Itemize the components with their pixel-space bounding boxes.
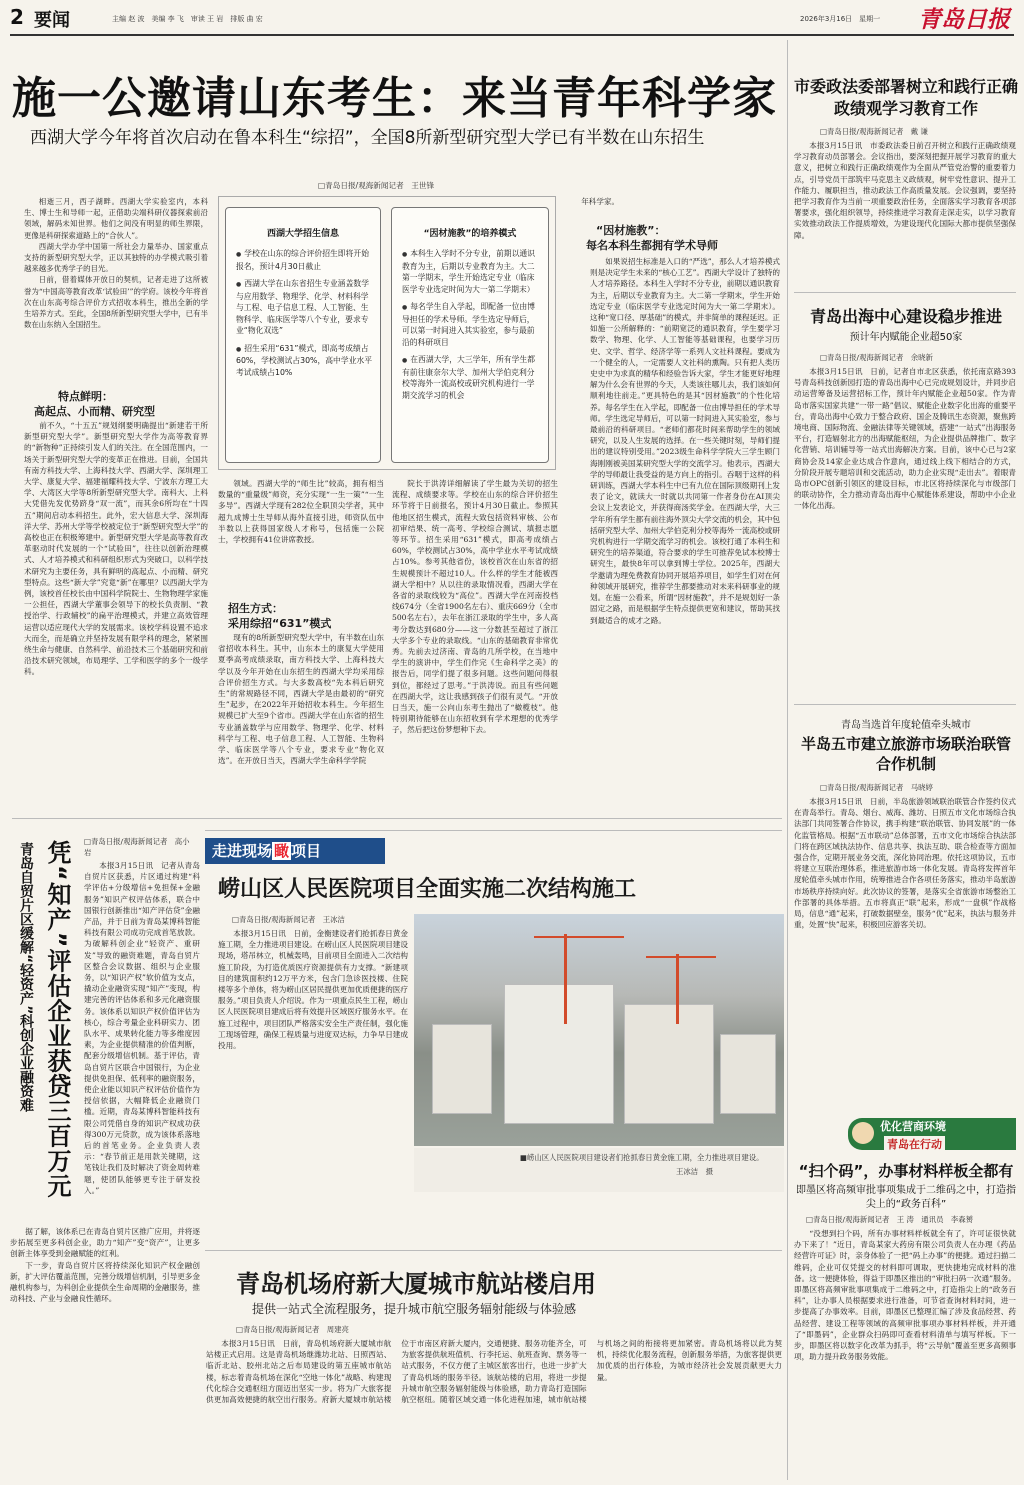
r3-headline: 半岛五市建立旅游市场联治联管合作机制 [800,735,1011,773]
lead-headline: 施一公邀请山东考生：来当青年科学家 [12,73,777,124]
r2-body: 本报3月15日讯 日前，记者自市北区获悉，依托南京路393号青岛科技创新园打造的青岛出海中心已完成规划设计，并同步启动运营筹备及运营招标工作，预计年内赋能企业超50家。作为青岛市落实国家共建“一带一路”倡议、赋能企业数字化出海的重要平台，青岛出海中心致力于整合政府、国企及腾讯生态资源，聚焦跨境电商、国际物流、金融法律等关键领域，搭建“一站式”出海服务平台，打造辐射北方的出海赋能枢纽，为企业提供品牌推广、数字化营销、培训辅导等一站式出海解决方案。目前，该中心已与2家商协会及14家企业达成合作意向，通过线上线下相结合的方式，分阶段开展专题培训和交流活动，助力企业实现“走出去”。着眼青岛市OPC创新引领区的建设目标，市北区将持续深化与市级部门的联动协作，全力推动青岛出海中心赋能体系建设，帮助中小企业一体化出海。 [794,367,1016,511]
right-divider [794,704,1016,705]
project-photo [414,914,784,1146]
column-banner-line1: 优化营商环境 [880,1120,946,1133]
lead-col4-body: 如果说招生标准是入口的“严选”，那么人才培养模式则是决定学生未来的“核心工艺”。西湖大学设计了独特的人才培养路径。本科生入学时不分专业，前期以通识教育为主，后期以专业教育为主。大二第一学期末，学生开始选定专业（临床医学专业选定时间为大一第二学期末）。这种“宽口径、厚基础”的模式，并非简单的课程延迟。正如施一公所解释的：“前期宽泛的通识教育，学生要学习数学、物理、化学、人工智能等基础课程，也要学习历史、文学、哲学、经济学等一系列人文社科课程。要成为一个健全的人，一定需要人文社科的熏陶。只有把人类历史史中为求真的精华和经验告诉大家，学生才能更好地理解为什么会有世界的今天，人类该往哪儿去，我们该如何顺利地往前走。”更具特色的是其“因材施教”的个性化培养。每名学生在入学起，即配备一位由博导担任的学术导师。学生选定导师后，可以第一时间进入其实验室，参与最前沿的科研项目。“老师们都花时间来帮助学生的领域研究，以及人生发展的选择。在一些关键时刻，导师们提出的建议特别受用。”2023级生命科学学院大三学生顾门海刚刚被美国某研究型大学的交流学习。他表示，西湖大学的导师最让我受益的是方向上的指引。吞咽于这样的科研训练，西湖大学本科生中已有九位在国际顶级期刊上发表了论文，就读大一时就以共同第一作者身份在AI顶尖会议上发表论文，并获得商汤奖学金。在西湖大学，大三学年所有学生都有前往海外顶尖大学交流的机会，其中包括研究型大学、加州大学伯克利分校等海外一流高校或研究机构进行一学期交流学习的机会。该校打通了本科生和研究生的培养渠道，符合要求的学生可推荐免试本校博士研究生，最快8年可以拿到博士学位。2025年，西湖大学邀请为理免费教育协同开展培养项目，如学生们对在何种领域开展研究，推荐学生都要推动对未来科研事业的规划。在施一公看来，所谓“因材施教”，并不是规划好一条固定之路，而是根据学生特点提供更宽和建议，帮助其找到最适合的成才之路。 [590,257,780,625]
section2-title: 招生方式： [228,602,283,615]
project-byline: □青岛日报/观海新闻记者 王冰洁 [232,915,345,924]
v1-body-continued: 据了解，该体系已在青岛自贸片区推广应用，并将逐步拓展至更多科创企业，助力“知产”变“资产”，让更多创新主体享受到金融赋能的红利。 下一步，青岛自贸片区将持续深化知识产权金融创新，扩大评估覆盖范围，完善分级增信机制，引导更多金融机构参与，为科创企业提供全生命周期的金融服务，推动科技、产业与金融良性循环。 [10,1227,200,1304]
lead-col2-body: 领域。西湖大学的“师生比”较高，拥有相当数量的“重量级”师资，充分实现“一生一策”“一生多导”。西湖大学现有282位全职顶尖学者，其中超九成博士生导师从海外直接引进，师资队伍中半数以上获得国家级人才称号，包括施一公院士，学校拥有41位讲席教授。 [218,479,384,545]
r4-subheadline: 即墨区将高频审批事项集成于二维码之中，打造指尖上的“政务百科” [796,1185,1016,1210]
airport-byline: □青岛日报/观海新闻记者 周建亮 [236,1325,349,1334]
section3-title: “因材施教”： [596,224,666,237]
editors-line: 主编 赵 波 美编 李 飞 审读 王 岩 排版 曲 宏 [112,15,263,23]
r4-byline: □青岛日报/观海新闻记者 王 涛 通讯员 李森赟 [806,1215,974,1224]
airport-headline: 青岛机场府新大厦城市航站楼启用 [236,1270,596,1298]
photo-credit: 王冰洁 摄 [676,1167,713,1176]
info-item: ● 西湖大学在山东省招生专业涵盖数学与应用数学、物理学、化学、材料科学与工程、电子信息工程、人工智能、生物科学、临床医学等八个专业，要求专业“物化双选” [236,278,374,337]
info-item: ● 学校在山东的综合评价招生即将开始报名，预计4月30日截止 [236,248,374,272]
r3-kicker: 青岛当选首年度轮值牵头城市 [841,720,971,731]
lead-subheadline: 西湖大学今年将首次启动在鲁本科生“综招”，全国8所新型研究型大学已有半数在山东招生 [30,128,705,148]
photo-caption: ■崂山区人民医院项目建设者们抢抓春日黄金施工期，全力推进项目建设。 [520,1153,764,1162]
info-box-admission-title: 西湖大学招生信息 [266,229,339,239]
project-headline: 崂山区人民医院项目全面实施二次结构施工 [218,877,637,902]
newspaper-logo: 青岛日报 [918,6,1010,33]
badge-icon [852,1122,874,1144]
info-item: ● 招生采用“631”模式，即高考成绩占60%，学校测试占30%，高中学业水平考试成绩占10% [236,343,374,379]
page-header [0,0,1024,34]
section1-subtitle: 高起点、小而精、研究型 [34,405,155,418]
v1-body: 本报3月15日讯 记者从青岛自贸片区获悉，片区通过构建“科学评估+分级增信+免担保+金融服务”知识产权评估体系，联合中国银行创新推出“知产评估贷”金融产品，并于日前为青岛某博科智能科技有限公司成功完成首笔放款。为破解科创企业“轻资产、重研发”导致的融资难题，青岛自贸片区整合会议数据、组织与企业服务，以“知识产权”软价值为支点，撬动企业融资实现“知产”变现，构建完善的评估体系和多元化融资服务。该体系以知识产权价值评估为核心，综合考量企业科研实力、团队水平、成果转化能力等多维度因素，为企业提供精准的价值判断，配套分级增信机制。基于评估，青岛自贸片区联合中国银行，为企业提供免担保、低利率的融资服务，使企业能以知识产权评估价值作为授信依据，大幅降低企业融资门槛。近期，青岛某博科智能科技有限公司凭借自身的知识产权成功获得300万元贷款，成为该体系落地后的首笔业务。企业负责人表示：“春节前正是用款关键期，这笔钱让我们及时解决了资金周转难题，使团队能够更专注于研发投入。” [84,861,200,1195]
right-divider [794,292,1016,293]
issue-date: 2026年3月16日 星期一 [800,15,881,23]
r2-byline: □青岛日报/观海新闻记者 余晓新 [820,353,933,362]
v1-subheadline: 青岛自贸片区缓解“轻资产”科创企业融资难 [18,842,34,1113]
info-box [218,196,556,470]
airport-divider [205,1250,782,1251]
section1-title: 特点鲜明： [58,390,113,403]
info-item: ● 在西湖大学，大三学年，所有学生都有前往康奈尔大学、加州大学伯克利分校等海外一流高校或研究机构进行一学期交流学习的机会 [402,354,542,401]
r1-headline: 市委政法委部署树立和践行正确政绩观学习教育工作 [794,77,1019,118]
info-item: ● 本科生入学时不分专业，前期以通识教育为主，后期以专业教育为主。大二第一学期末，学生开始选定专业（临床医学专业选定时间为大一第二学期末） [402,248,542,295]
r1-byline: □青岛日报/观海新闻记者 戴 谦 [820,127,928,136]
r2-headline: 青岛出海中心建设稳步推进 [809,307,1002,326]
info-box-training [391,207,549,463]
lead-col4-lead: 年科学家。 [581,197,620,206]
v1-byline: □青岛日报/观海新闻记者 高小岩 [84,837,190,857]
r3-byline: □青岛日报/观海新闻记者 马晓婷 [820,783,933,792]
column-banner-line2: 青岛在行动 [884,1136,945,1152]
project-banner-text: 走进现场 瞰 项目 [212,842,322,860]
column-divider [787,40,788,1480]
project-divider [205,830,782,831]
r1-body: 本报3月15日讯 市委政法委日前召开树立和践行正确政绩观学习教育动员部署会。会议指出，要深刻把握开展学习教育的重大意义，把树立和践行正确政绩观作为全面从严管党治警的重要着力点，引导党员干部筑牢马克思主义政绩观，树牢党性意识、提升工作能力、履职担当，推动政法工作高质量发展。会议强调，要坚持把学习教育作为当前一项重要政治任务，全面落实学习教育各项部署要求，强化组织领导，持续推进学习教育走深走实，以学习教育实效推动政法工作提质增效，为建设现代化国际大都市提供坚强保障。 [794,141,1016,240]
r3-body: 本报3月15日讯 日前，半岛旅游领域联治联管合作签约仪式在青岛举行。青岛、烟台、威海、潍坊、日照五市文化市场综合执法部门共同签署合作协议，携手构建“联治联管、协同发展”的一体化监管格局。根据“五市联动”总体部署，五市文化市场综合执法部门将在跨区域执法协作、信息共享、执法互助、联合检查等方面加强合作，定期开展业务交流，深化协同治理。依托这项协议，五市将建立互联治理体系，推进旅游市场一体化发展。青岛将发挥首年度轮值牵头城市作用，统筹推进合作各项任务落实，推动半岛旅游市场秩序持续向好。此次协议的签署，是落实全省旅游市场整治工作部署的具体举措。五市将真正“联”起来，形成“一盘棋”作战格局，信息“通”起来，打破数据壁垒，服务“优”起来，执法与服务并重，处置“快”起来，积极回应游客关切。 [794,797,1016,930]
header-divider [10,34,1014,36]
info-box-training-title: “因材施教”的培养模式 [423,229,517,239]
r2-subheadline: 预计年内赋能企业超50家 [849,332,963,343]
airport-subheadline: 提供一站式全流程服务，提升城市航空服务辐射能级与体验感 [252,1302,577,1316]
section2-subtitle: 采用综招“631”模式 [228,617,332,630]
info-item: ● 每名学生自入学起，即配备一位由博导担任的学术导师。学生选定导师后，可以第一时间进入其实验室，参与最前沿的科研项目 [402,301,542,348]
lead-col2-body2: 现有的8所新型研究型大学中，有半数在山东省招收本科生。其中，山东本土的康复大学使用夏季高考成绩录取，南方科技大学、上海科技大学以及今年开始在山东招生的西湖大学均采用综合评价招生方式。与大多数高校“先本科后研究生”的常规路径不同，西湖大学是由最初的“研究生”起步，在2022年开始招收本科生。今年招生规模已扩大至9个省市。西湖大学在山东省的招生专业涵盖数学与应用数学、物理学、化学、材料科学与工程、电子信息工程、人工智能、生物科学、临床医学等八个专业，要求专业“物化双选”。在开放日当天，西湖大学生命科学学院 [218,633,384,766]
lead-intro: 相逝三月，西子湖畔。西湖大学实验室内，本科生、博士生和导师一起，正借助尖端科研仪器探索前沿领域，解码未知世界。他们之间没有明显的师生界限，更像是科研探索道路上的“合伙人”。 西湖大学办学中国第一所社会力量举办、国家重点支持的新型研究型大学，正以其独特的办学模式吸引着越来越多优秀学子的目光。 日前，借着媒体开放日的契机，记者走进了这所被誉为“中国高等教育改革‘试验田’”的学府。该校今年将首次在山东高考综合评价方式招收本科生，推出全新的学生培养方式。至此，全国8所新型研究型大学中，已有半数在山东纳入全国招生。 [24,197,208,330]
lead-col3-body: 院长于洪涛详细解读了学生最为关切的招生流程、成绩要求等。学校在山东的综合评价招生环节将于日前报名，预计4月30日截止。参照其他地区招生模式，流程大致包括资料审核、公布初审结果、统一高考、学校综合测试、填报志愿等环节。招生采用“631”模式，即高考成绩占60%，学校测试占30%，高中学业水平考试成绩占10%。参考其他省份，该校首次在山东省的招生规模预计不超过10人。什么样的学生才能被西湖大学相中？从以往的录取情况看，西湖大学在各省的录取线较为“高位”。西湖大学在河南投档线674分（全省1900名左右）、重庆669分（全市500名左右），去年在浙江录取的学生中，多人高考分数达到680分——这一分数甚至超过了浙江大学多个专业的录取线。“山东的基础教育非常优秀。先前去过济南、青岛的几所学校，在当地中学生的演讲中，学生们作完《生命科学之美》的报告后，同学们提了很多问题。这些问题问得很到位，都经过了思考。”于洪涛说。而且有些问题在西湖大学，这让我感到孩子们很有灵气。“开放日当天，施一公向山东考生抛出了“橄榄枝”。他特别期待能够在山东招收到有学术理想的优秀学子，然后把这份梦想种下去。 [392,479,558,735]
lead-col1-body: 前不久，“十五五”规划纲要明确提出“新建若干所新型研究型大学”。新型研究型大学作为高等教育界的“新物种”正持续引发人们的关注。在全国范围内，一场关于新型研究型大学的变革正在推进。目前，全国共有南方科技大学、上海科技大学、西湖大学、深圳理工大学、康复大学、福建福耀科技大学、宁波东方理工大学、大湾区大学等8所新型研究型大学。南科大、上科大凭借先发优势跻身“双一流”，而其余6所均在“十四五”期间启动本科招生。此外，宏大信息大学、深圳海洋大学、苏州大学等学校被定位于“新型研究型大学”的高校也正在积极筹建中。新型研究型大学是高等教育改革驱动时代发展的一个“试验田”，往往以创新治理模式、人才培养模式和科研组织形式为突破口，以科学技术研究为主要任务，具有鲜明的高起点、小而精、研究型特点。这些“新大学”究竟“新”在哪里？以西湖大学为例，该校首任校长由中国科学院院士、生物物理学家施一公担任，西湖大学董事会领导下的校长负责制、“教授治学、行政辅校”的扁平治理模式，并建立高效管理运营以适应现代大学的发展需求。该校学科设置不追求大而全，而是确立并坚持发展有限学科的理念，紧紧围绕生命与健康、自然科学、前沿技术三个基础研究和前沿技术研究领域，布局理学、工学和医学的多个一级学科。 [24,421,208,677]
project-body: 本报3月15日讯 日前，金衡建设者们抢抓春日黄金施工期，全力推进项目建设。在崂山区人民医院项目建设现场，塔吊林立，机械轰鸣，目前项目全面进入二次结构施工阶段，为打造优质医疗资源提供有力支撑。“新建项目的建筑面积约12万平方米，包含门急诊医技楼、住院楼等多个单体，将为崂山区居民提供更加优质便捷的医疗服务。”项目负责人介绍说。作为一项重点民生工程，崂山区人民医院项目建成后将有效提升区域医疗服务水平。在施工过程中，项目团队严格落实安全生产责任制，强化施工现场管理，确保工程质量与进度双达标，力争早日建成投用。 [218,929,408,1051]
section-divider [12,818,782,819]
airport-body: 本报3月15日讯 日前，青岛机场府新大厦城市航站楼正式启用。这是青岛机场继潍坊北站、日照西站、临沂北站、胶州北站之后布局建设的第五座城市航站楼，标志着青岛机场在深化“空地一体化”战略、构建现代化综合交通枢纽方面迈出坚实一步。将为广大旅客提供更加高效便捷的航空出行服务。府新大厦城市航站楼位于市南区府新大厦内，交通便捷、服务功能齐全，可为旅客提供航班值机、行李托运、航班查询、票务等一站式服务，不仅方便了主城区旅客出行，也进一步扩大了青岛机场的服务半径。该航站楼的启用，将进一步提升城市航空服务辐射能级与体验感，助力青岛打造国际航空枢纽。随着区域交通一体化进程加速，城市航站楼与机场之间的衔接将更加紧密。青岛机场将以此为契机，持续优化服务流程，创新服务举措，为旅客提供更加优质的出行体验，为城市经济社会发展贡献更大力量。 [206,1339,782,1405]
v1-headline: 凭“知产”评估企业获贷三百万元 [43,840,71,1199]
page-number: 2 [10,5,24,29]
section-name: 要闻 [34,10,70,31]
lead-byline: □青岛日报/观海新闻记者 王世锋 [318,181,435,190]
info-box-admission [225,207,381,463]
r4-body: “没想到扫个码，所有办事材料样板就全有了，许可证很快就办下来了！”近日，青岛某家大药房有限公司负责人在办理《药品经营许可证》时，亲身体验了一把“码上办事”的便捷。通过扫描二维码，企业可仅凭提交的材料即可调取，更快捷地完成材料的准备。这一便捷体验，得益于即墨区推出的“审批扫码一次通”服务。即墨区将高频审批事项集成于二维码之中，打造指尖上的“政务百科”，让办事人员根据要求进行准备，可节省查询材料时间，进一步提高了办事效率。目前，即墨区已整理汇编了涉及食品经营、药品经营、建设工程等领域的高频审批事项办事材料样板，并开通了“即墨码”，企业群众扫码即可查看材料清单与填写样板。下一步，即墨区将以数字化改革为抓手，将“云导航”覆盖至更多高频事项，助力提升政务服务效能。 [794,1229,1016,1362]
r4-headline: “扫个码”，办事材料样板全都有 [798,1162,1014,1180]
section3-subtitle: 每名本科生都拥有学术导师 [586,239,718,252]
